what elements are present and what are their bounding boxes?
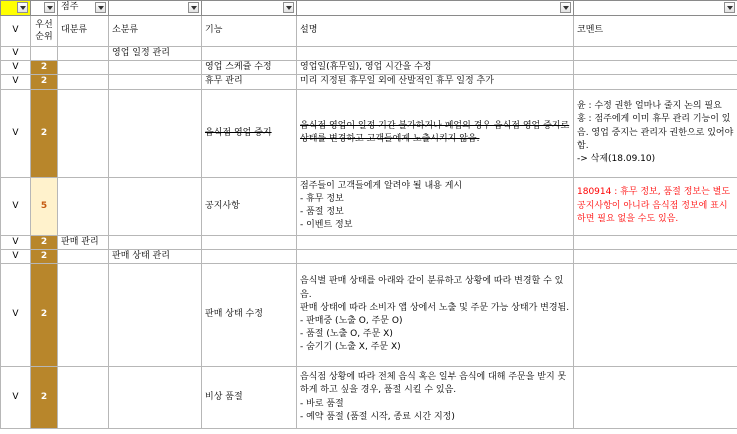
- cell-v[interactable]: V: [1, 367, 31, 429]
- cell-major[interactable]: [58, 177, 109, 235]
- cell-priority[interactable]: 2: [31, 264, 58, 367]
- cell-feature[interactable]: [202, 47, 297, 61]
- filter-dropdown-icon[interactable]: [724, 2, 735, 13]
- cell-minor[interactable]: [109, 367, 202, 429]
- cell-feature[interactable]: 판매 상태 수정: [202, 264, 297, 367]
- cell-priority[interactable]: 2: [31, 75, 58, 89]
- table-row: [1, 61, 737, 75]
- table-row: [1, 235, 737, 249]
- cell-v[interactable]: V: [1, 249, 31, 263]
- filter-dropdown-icon[interactable]: [560, 2, 571, 13]
- cell-description[interactable]: 음식점 영업이 일정 기간 불가하거나 폐업의 경우 음식점 영업 중지로 상태를 변경하고 고객들에게 노출시키지 않음.: [297, 89, 574, 177]
- cell-comment[interactable]: [574, 249, 737, 263]
- cell-major[interactable]: [58, 367, 109, 429]
- table-row: [1, 177, 737, 235]
- table-row: [1, 367, 737, 429]
- cell-minor[interactable]: [109, 264, 202, 367]
- cell-description[interactable]: 영업일(휴무일), 영업 시간을 수정: [297, 61, 574, 75]
- cell-v[interactable]: V: [1, 61, 31, 75]
- filter-cell-comment[interactable]: [574, 1, 737, 16]
- cell-priority[interactable]: 2: [31, 61, 58, 75]
- filter-dropdown-icon[interactable]: [44, 2, 55, 13]
- cell-minor[interactable]: [109, 89, 202, 177]
- cell-priority[interactable]: 2: [31, 249, 58, 263]
- cell-comment[interactable]: [574, 235, 737, 249]
- cell-comment[interactable]: 180914 : 휴무 정보, 품절 정보는 별도 공지사항이 아니라 음식점 정보에 표시하면 필요 없을 수도 있음.: [574, 177, 737, 235]
- cell-comment[interactable]: 윤 : 수정 권한 얼마나 줄지 논의 필요 홍 : 점주에게 이미 휴무 관리 기능이 있음. 영업 중지는 관리자 권한으로 있어야 함. -> 삭제(18.09.10): [574, 89, 737, 177]
- cell-major[interactable]: [58, 89, 109, 177]
- cell-minor[interactable]: [109, 75, 202, 89]
- cell-priority[interactable]: 2: [31, 235, 58, 249]
- cell-minor[interactable]: 판매 상태 관리: [109, 249, 202, 263]
- cell-comment[interactable]: [574, 264, 737, 367]
- cell-priority[interactable]: 2: [31, 367, 58, 429]
- filter-cell-description[interactable]: [297, 1, 574, 16]
- cell-v[interactable]: V: [1, 264, 31, 367]
- filter-dropdown-icon[interactable]: [95, 2, 106, 13]
- cell-minor[interactable]: [109, 235, 202, 249]
- header-row: [1, 16, 737, 47]
- cell-v[interactable]: V: [1, 75, 31, 89]
- cell-major[interactable]: [58, 47, 109, 61]
- header-minor[interactable]: 소분류: [109, 16, 202, 47]
- cell-feature[interactable]: [202, 235, 297, 249]
- cell-description[interactable]: 음식점 상황에 따라 전체 음식 혹은 일부 음식에 대해 주문을 받지 못하게 하고 싶을 경우, 품절 시킬 수 있음. - 바로 품절 - 예약 품절 (품절 시작, 종료 시간 지정): [297, 367, 574, 429]
- filter-cell-minor[interactable]: [109, 1, 202, 16]
- cell-feature[interactable]: 비상 품절: [202, 367, 297, 429]
- filter-cell-major[interactable]: [58, 1, 109, 16]
- cell-comment[interactable]: [574, 47, 737, 61]
- cell-description[interactable]: 미리 지정된 휴무일 외에 산발적인 휴무 일정 추가: [297, 75, 574, 89]
- cell-feature[interactable]: 휴무 관리: [202, 75, 297, 89]
- cell-v[interactable]: V: [1, 89, 31, 177]
- cell-description[interactable]: [297, 249, 574, 263]
- filter-cell-feature[interactable]: [202, 1, 297, 16]
- cell-major[interactable]: [58, 249, 109, 263]
- filter-cell-v[interactable]: [1, 1, 31, 16]
- cell-major[interactable]: [58, 264, 109, 367]
- cell-feature[interactable]: [202, 249, 297, 263]
- cell-feature[interactable]: 영업 스케쥴 수정: [202, 61, 297, 75]
- cell-v[interactable]: V: [1, 235, 31, 249]
- cell-major[interactable]: [58, 61, 109, 75]
- cell-description[interactable]: 음식별 판매 상태를 아래와 같이 분류하고 상황에 따라 변경할 수 있음. 판매 상태에 따라 소비자 앱 상에서 노출 및 주문 가능 상태가 변경됨. - 판매중 (노출 O, 주문 O) - 품절 (노출 O, 주문 X) - 숨기기 (노출 X, 주문 X): [297, 264, 574, 367]
- table-row: [1, 47, 737, 61]
- cell-priority[interactable]: [31, 47, 58, 61]
- cell-comment[interactable]: [574, 367, 737, 429]
- table-row: [1, 89, 737, 177]
- cell-comment[interactable]: [574, 61, 737, 75]
- cell-major[interactable]: [58, 75, 109, 89]
- table-row: [1, 264, 737, 367]
- table-row: [1, 249, 737, 263]
- table-row: [1, 75, 737, 89]
- cell-feature[interactable]: 음식점 영업 중지: [202, 89, 297, 177]
- cell-minor[interactable]: [109, 177, 202, 235]
- cell-description[interactable]: 점주들이 고객들에게 알려야 될 내용 게시 - 휴무 정보 - 품절 정보 - 이벤트 정보: [297, 177, 574, 235]
- filter-dropdown-icon[interactable]: [188, 2, 199, 13]
- filter-dropdown-icon[interactable]: [283, 2, 294, 13]
- cell-minor[interactable]: [109, 61, 202, 75]
- cell-v[interactable]: V: [1, 47, 31, 61]
- cell-minor[interactable]: 영업 일정 관리: [109, 47, 202, 61]
- cell-major[interactable]: 판매 관리: [58, 235, 109, 249]
- filter-cell-priority[interactable]: [31, 1, 58, 16]
- cell-feature[interactable]: 공지사항: [202, 177, 297, 235]
- cell-comment[interactable]: [574, 75, 737, 89]
- header-v[interactable]: V: [1, 16, 31, 47]
- filter-row: [1, 1, 737, 16]
- cell-priority[interactable]: 2: [31, 89, 58, 177]
- cell-v[interactable]: V: [1, 177, 31, 235]
- cell-description[interactable]: [297, 235, 574, 249]
- filter-value: 점주: [61, 2, 79, 12]
- header-comment[interactable]: 코멘트: [574, 16, 737, 47]
- header-description[interactable]: 설명: [297, 16, 574, 47]
- header-feature[interactable]: 기능: [202, 16, 297, 47]
- header-major[interactable]: 대분류: [58, 16, 109, 47]
- header-priority[interactable]: 우선 순위: [31, 16, 58, 47]
- filter-dropdown-icon[interactable]: [17, 2, 28, 13]
- cell-description[interactable]: [297, 47, 574, 61]
- cell-priority[interactable]: 5: [31, 177, 58, 235]
